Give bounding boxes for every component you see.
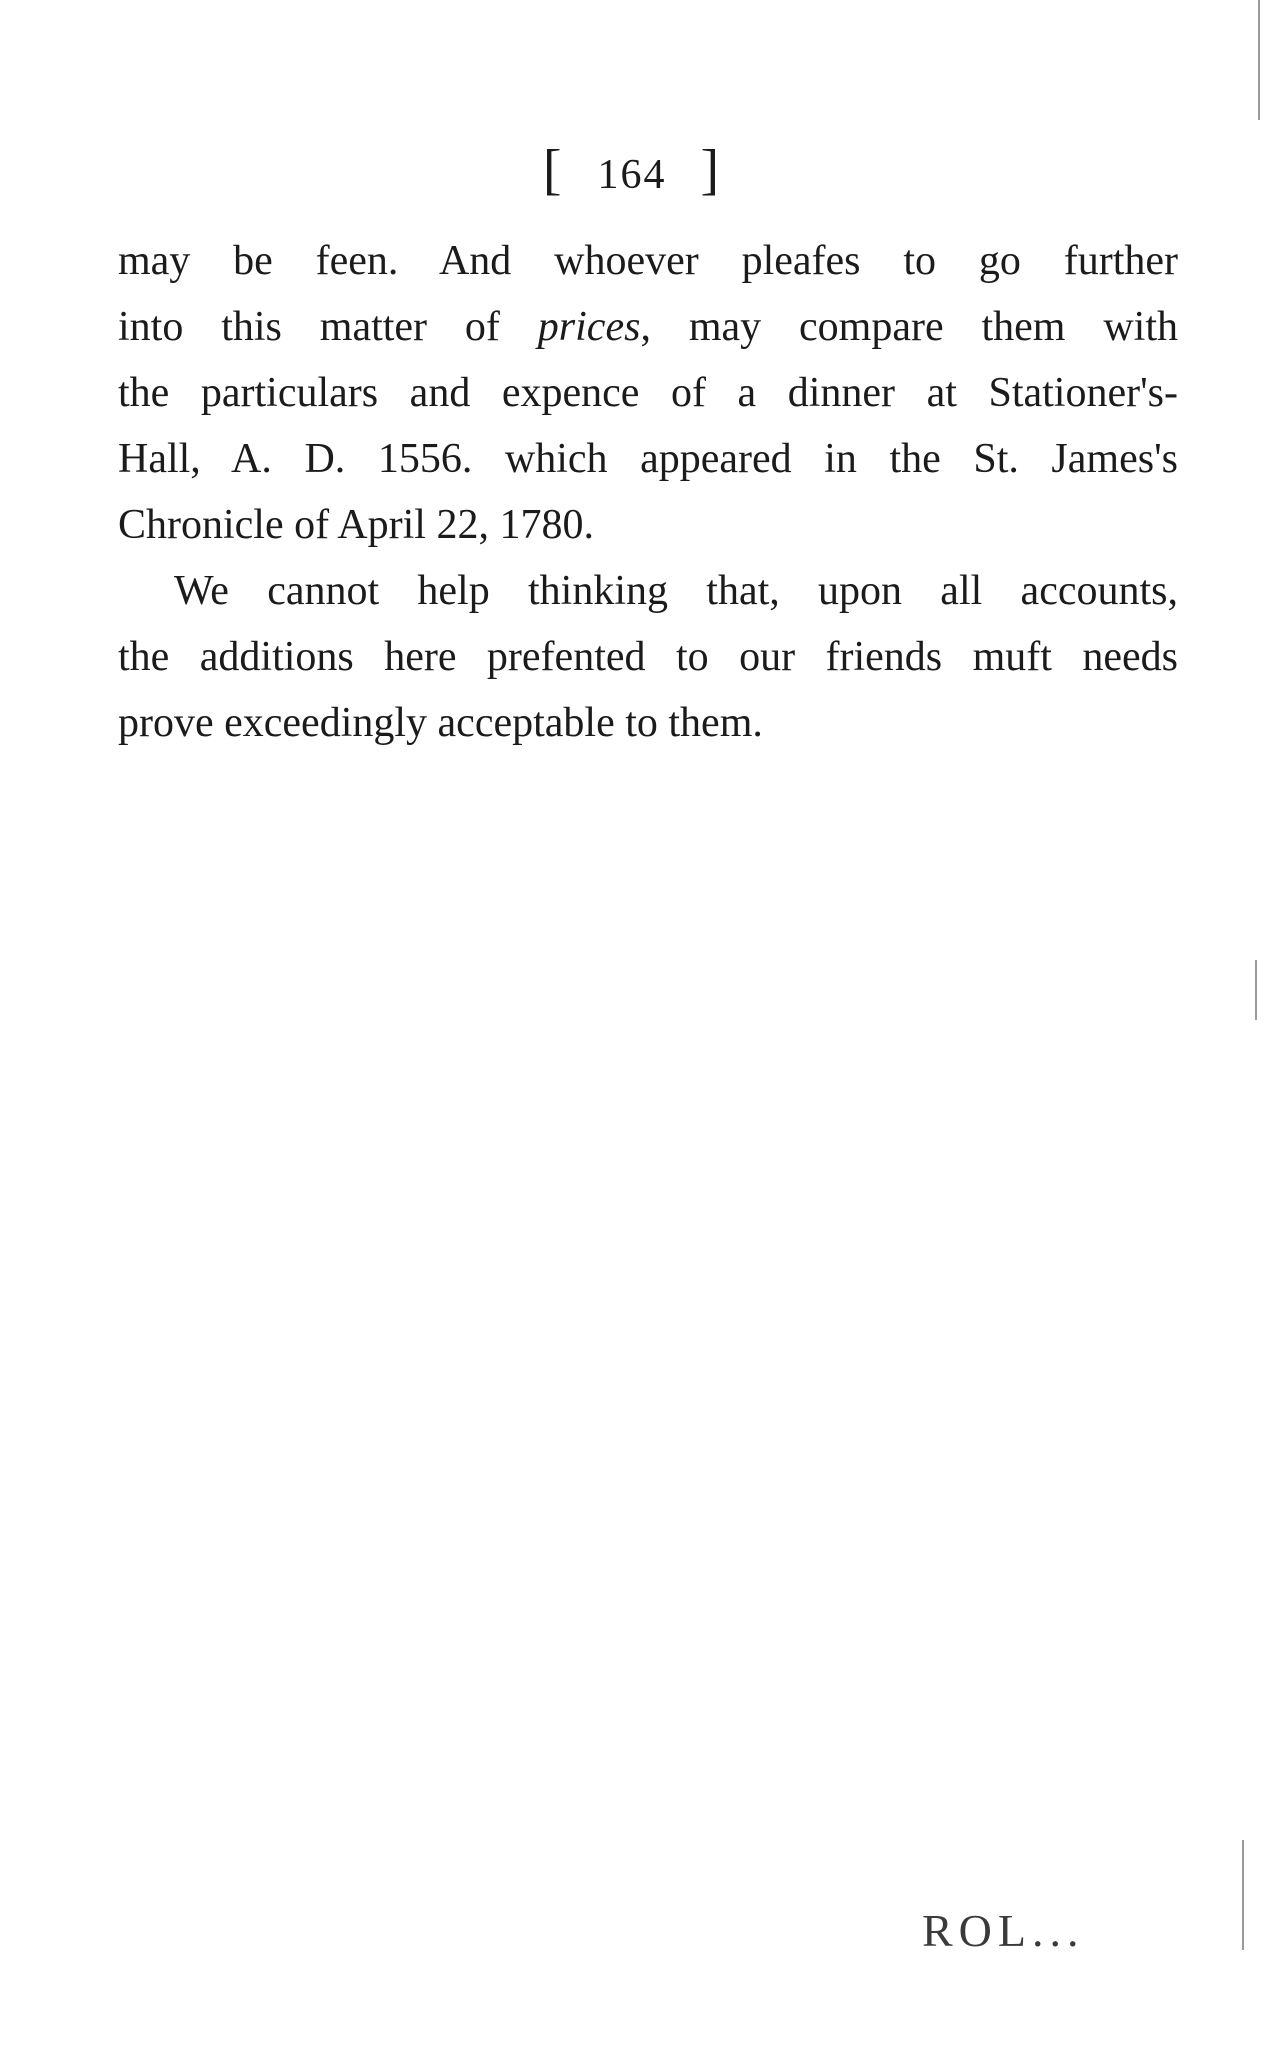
page-number: 164	[597, 152, 667, 198]
text-line: We cannot help thinking that, upon all accounts,	[174, 568, 1178, 614]
body-text	[118, 228, 1178, 756]
page-edge-mark	[1255, 960, 1257, 1020]
text-line: Chronicle of April 22, 1780.	[118, 502, 594, 548]
bracket-open: [	[542, 139, 564, 201]
text-line: the additions here prefented to our friends muft needs	[118, 634, 1178, 680]
italic-word: prices	[537, 304, 641, 350]
bracket-close: ]	[700, 139, 722, 201]
text-line: Hall, A. D. 1556. which appeared in the St. James's	[118, 436, 1178, 482]
page-edge-mark	[1258, 0, 1260, 120]
paragraph-2	[118, 558, 1178, 756]
page-edge-mark	[1242, 1840, 1244, 1950]
text-line: prove exceedingly acceptable to them.	[118, 700, 763, 746]
text-line: into this matter of prices, may compare them with	[118, 304, 1178, 350]
catchword: ROL...	[922, 1905, 1085, 1956]
text-line: the particulars and expence of a dinner at Stationer's-	[118, 370, 1178, 416]
paragraph-1	[118, 228, 1178, 558]
page-header	[0, 138, 1264, 202]
text-line: may be feen. And whoever pleafes to go further	[118, 238, 1178, 284]
